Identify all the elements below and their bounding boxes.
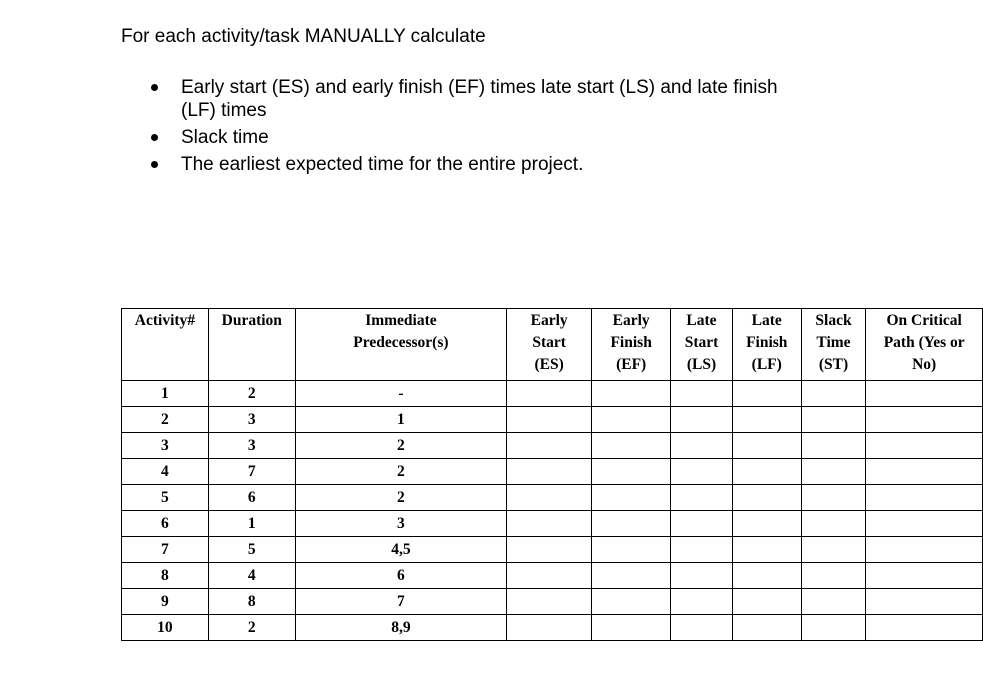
early-start-cell[interactable] xyxy=(507,511,592,537)
late-finish-cell[interactable] xyxy=(732,459,801,485)
header-early-finish: Early Finish (EF) xyxy=(592,309,671,381)
critical-path-cell[interactable] xyxy=(866,537,983,563)
table-row xyxy=(122,433,983,459)
duration-cell: 3 xyxy=(208,433,295,459)
early-start-cell[interactable] xyxy=(507,485,592,511)
early-start-cell[interactable] xyxy=(507,537,592,563)
header-late-start: Late Start (LS) xyxy=(671,309,733,381)
slack-time-cell[interactable] xyxy=(801,407,866,433)
activity-cell: 2 xyxy=(122,407,209,433)
table-row xyxy=(122,589,983,615)
critical-path-cell[interactable] xyxy=(866,433,983,459)
duration-cell: 5 xyxy=(208,537,295,563)
slack-time-cell[interactable] xyxy=(801,589,866,615)
activity-cell: 6 xyxy=(122,511,209,537)
slack-time-cell[interactable] xyxy=(801,563,866,589)
critical-path-cell[interactable] xyxy=(866,407,983,433)
header-predecessors: Immediate Predecessor(s) xyxy=(295,309,506,381)
slack-time-cell[interactable] xyxy=(801,485,866,511)
early-finish-cell[interactable] xyxy=(592,485,671,511)
predecessors-cell: 3 xyxy=(295,511,506,537)
critical-path-cell[interactable] xyxy=(866,459,983,485)
late-start-cell[interactable] xyxy=(671,407,733,433)
early-finish-cell[interactable] xyxy=(592,589,671,615)
activity-cell: 5 xyxy=(122,485,209,511)
table-row xyxy=(122,511,983,537)
intro-text: For each activity/task MANUALLY calculate xyxy=(121,26,486,47)
table-row xyxy=(122,537,983,563)
predecessors-cell: 4,5 xyxy=(295,537,506,563)
late-finish-cell[interactable] xyxy=(732,433,801,459)
header-late-finish: Late Finish (LF) xyxy=(732,309,801,381)
duration-cell: 7 xyxy=(208,459,295,485)
table-row xyxy=(122,459,983,485)
critical-path-cell[interactable] xyxy=(866,485,983,511)
duration-cell: 2 xyxy=(208,381,295,407)
slack-time-cell[interactable] xyxy=(801,615,866,641)
predecessors-cell: 2 xyxy=(295,459,506,485)
late-finish-cell[interactable] xyxy=(732,381,801,407)
early-finish-cell[interactable] xyxy=(592,511,671,537)
task-list-item xyxy=(148,153,798,176)
early-finish-cell[interactable] xyxy=(592,459,671,485)
task-text: The earliest expected time for the entire project. xyxy=(181,154,584,175)
table-body xyxy=(122,381,983,641)
early-start-cell[interactable] xyxy=(507,459,592,485)
predecessors-cell: 1 xyxy=(295,407,506,433)
task-list xyxy=(148,76,798,180)
predecessors-cell: 2 xyxy=(295,433,506,459)
activity-cell: 7 xyxy=(122,537,209,563)
early-start-cell[interactable] xyxy=(507,563,592,589)
predecessors-cell: 6 xyxy=(295,563,506,589)
task-list-item xyxy=(148,76,801,122)
bullet-icon xyxy=(151,134,158,141)
predecessors-cell: - xyxy=(295,381,506,407)
task-list-item xyxy=(148,126,798,149)
critical-path-cell[interactable] xyxy=(866,511,983,537)
slack-time-cell[interactable] xyxy=(801,433,866,459)
slack-time-cell[interactable] xyxy=(801,459,866,485)
table-row xyxy=(122,381,983,407)
activity-cell: 10 xyxy=(122,615,209,641)
early-finish-cell[interactable] xyxy=(592,433,671,459)
table-header-row xyxy=(122,309,983,381)
bullet-icon xyxy=(151,84,158,91)
predecessors-cell: 2 xyxy=(295,485,506,511)
predecessors-cell: 8,9 xyxy=(295,615,506,641)
critical-path-cell[interactable] xyxy=(866,563,983,589)
critical-path-cell[interactable] xyxy=(866,381,983,407)
header-activity: Activity# xyxy=(122,309,209,381)
header-critical-path: On Critical Path (Yes or No) xyxy=(866,309,983,381)
critical-path-cell[interactable] xyxy=(866,589,983,615)
duration-cell: 3 xyxy=(208,407,295,433)
early-finish-cell[interactable] xyxy=(592,537,671,563)
duration-cell: 4 xyxy=(208,563,295,589)
late-start-cell[interactable] xyxy=(671,615,733,641)
late-finish-cell[interactable] xyxy=(732,615,801,641)
header-slack-time: Slack Time (ST) xyxy=(801,309,866,381)
late-start-cell[interactable] xyxy=(671,537,733,563)
late-start-cell[interactable] xyxy=(671,511,733,537)
early-finish-cell[interactable] xyxy=(592,381,671,407)
predecessors-cell: 7 xyxy=(295,589,506,615)
late-start-cell[interactable] xyxy=(671,563,733,589)
activity-table xyxy=(121,308,983,641)
task-text: Early start (ES) and early finish (EF) times late start (LS) and late finish (LF) times xyxy=(181,77,778,121)
slack-time-cell[interactable] xyxy=(801,511,866,537)
activity-cell: 1 xyxy=(122,381,209,407)
late-start-cell[interactable] xyxy=(671,433,733,459)
table-row xyxy=(122,485,983,511)
late-start-cell[interactable] xyxy=(671,459,733,485)
activity-cell: 4 xyxy=(122,459,209,485)
late-start-cell[interactable] xyxy=(671,485,733,511)
late-finish-cell[interactable] xyxy=(732,589,801,615)
table-row xyxy=(122,407,983,433)
task-text: Slack time xyxy=(181,127,269,148)
early-start-cell[interactable] xyxy=(507,615,592,641)
bullet-icon xyxy=(151,161,158,168)
duration-cell: 6 xyxy=(208,485,295,511)
activity-cell: 8 xyxy=(122,563,209,589)
early-finish-cell[interactable] xyxy=(592,615,671,641)
header-duration: Duration xyxy=(208,309,295,381)
late-finish-cell[interactable] xyxy=(732,537,801,563)
duration-cell: 2 xyxy=(208,615,295,641)
critical-path-cell[interactable] xyxy=(866,615,983,641)
slack-time-cell[interactable] xyxy=(801,537,866,563)
late-start-cell[interactable] xyxy=(671,589,733,615)
slack-time-cell[interactable] xyxy=(801,381,866,407)
early-start-cell[interactable] xyxy=(507,589,592,615)
late-start-cell[interactable] xyxy=(671,381,733,407)
header-early-start: Early Start (ES) xyxy=(507,309,592,381)
early-finish-cell[interactable] xyxy=(592,407,671,433)
duration-cell: 1 xyxy=(208,511,295,537)
early-start-cell[interactable] xyxy=(507,433,592,459)
duration-cell: 8 xyxy=(208,589,295,615)
activity-cell: 3 xyxy=(122,433,209,459)
table-row xyxy=(122,563,983,589)
late-finish-cell[interactable] xyxy=(732,485,801,511)
late-finish-cell[interactable] xyxy=(732,511,801,537)
table-row xyxy=(122,615,983,641)
early-start-cell[interactable] xyxy=(507,407,592,433)
early-start-cell[interactable] xyxy=(507,381,592,407)
early-finish-cell[interactable] xyxy=(592,563,671,589)
late-finish-cell[interactable] xyxy=(732,563,801,589)
late-finish-cell[interactable] xyxy=(732,407,801,433)
activity-cell: 9 xyxy=(122,589,209,615)
